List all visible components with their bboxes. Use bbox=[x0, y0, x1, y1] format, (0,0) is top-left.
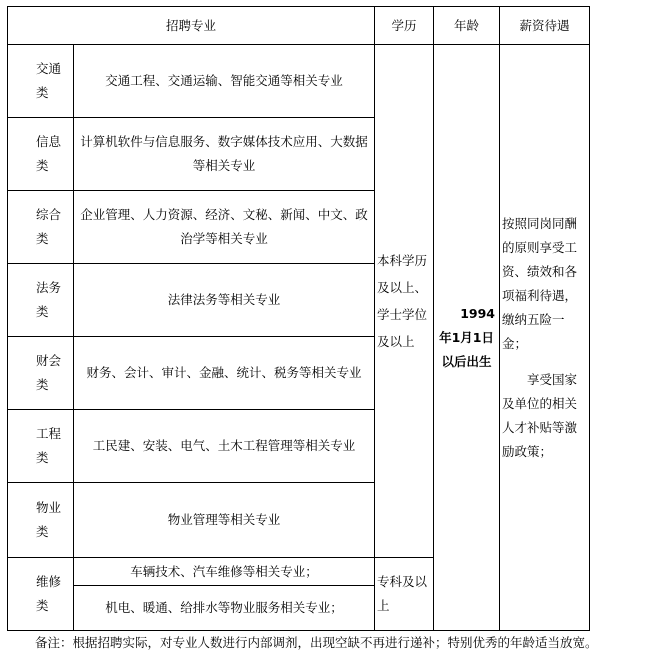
education-bachelor: 本科学历及以上、学士学位及以上 bbox=[375, 45, 434, 558]
age-year: 1994 bbox=[460, 305, 496, 321]
age-requirement bbox=[434, 45, 500, 631]
header-major: 招聘专业 bbox=[8, 7, 375, 45]
major-cell: 车辆技术、汽车维修等相关专业； bbox=[74, 558, 375, 586]
recruitment-table bbox=[7, 6, 590, 631]
header-education: 学历 bbox=[375, 7, 434, 45]
major-cell: 机电、暖通、给排水等物业服务相关专业； bbox=[74, 586, 375, 631]
footnote: 备注：根据招聘实际，对专业人数进行内部调剂，出现空缺不再进行递补；特别优秀的年龄适当放宽。 bbox=[35, 635, 598, 650]
category-cell: 综合类 bbox=[8, 191, 74, 264]
major-cell: 法律法务等相关专业 bbox=[74, 264, 375, 337]
salary-cell bbox=[500, 45, 590, 631]
category-cell: 工程类 bbox=[8, 410, 74, 483]
category-cell: 法务类 bbox=[8, 264, 74, 337]
age-rest: 年1月1日以后出生 bbox=[439, 329, 494, 369]
education-associate: 专科及以上 bbox=[375, 558, 434, 631]
salary-paragraph-2: 享受国家及单位的相关人才补贴等激励政策； bbox=[502, 371, 578, 459]
major-cell: 物业管理等相关专业 bbox=[74, 483, 375, 558]
major-cell: 计算机软件与信息服务、数字媒体技术应用、大数据等相关专业 bbox=[74, 118, 375, 191]
category-cell: 财会类 bbox=[8, 337, 74, 410]
major-cell: 工民建、安装、电气、土木工程管理等相关专业 bbox=[74, 410, 375, 483]
major-cell: 财务、会计、审计、金融、统计、税务等相关专业 bbox=[74, 337, 375, 410]
salary-paragraph-1: 按照同岗同酬的原则享受工资、绩效和各项福利待遇，缴纳五险一金； bbox=[502, 215, 578, 351]
header-salary: 薪资待遇 bbox=[500, 7, 590, 45]
category-cell: 信息类 bbox=[8, 118, 74, 191]
major-cell: 交通工程、交通运输、智能交通等相关专业 bbox=[74, 45, 375, 118]
major-cell: 企业管理、人力资源、经济、文秘、新闻、中文、政治学等相关专业 bbox=[74, 191, 375, 264]
category-cell: 交通类 bbox=[8, 45, 74, 118]
header-age: 年龄 bbox=[434, 7, 500, 45]
category-cell: 物业类 bbox=[8, 483, 74, 558]
category-cell: 维修类 bbox=[8, 558, 74, 631]
